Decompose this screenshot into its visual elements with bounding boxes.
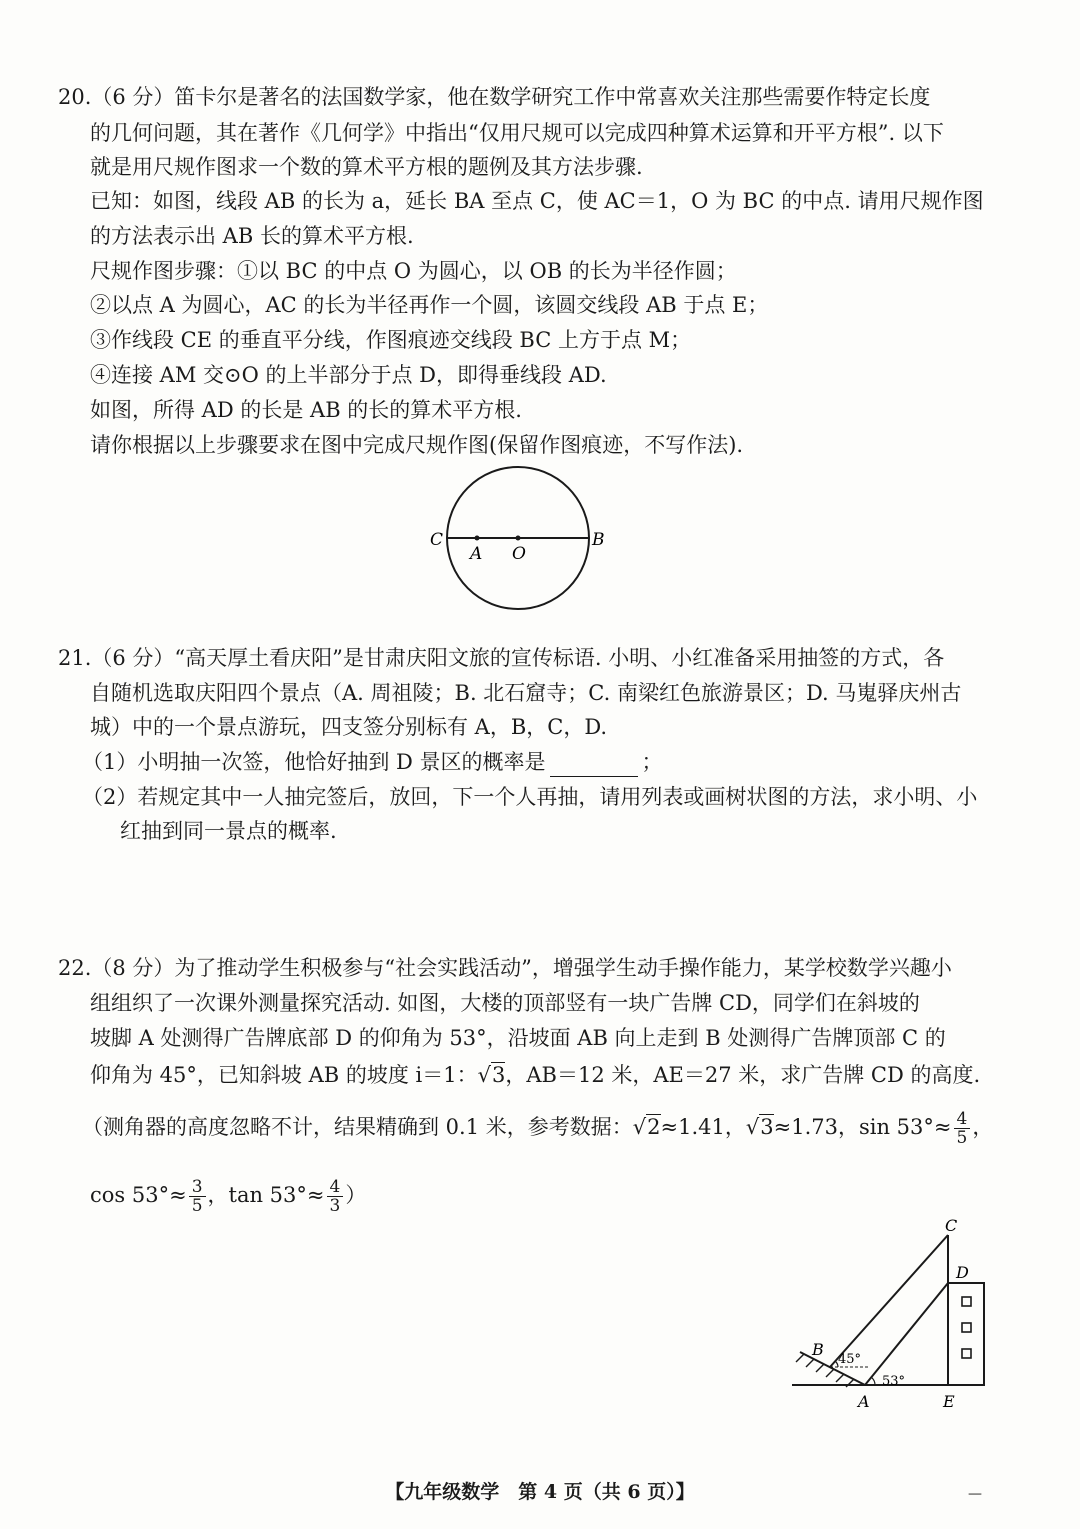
q21-line-3: 城）中的一个景点游玩，四支签分别标有 A，B，C，D. xyxy=(90,715,608,739)
window xyxy=(962,1323,971,1332)
q21-part-2-line-1: （2）若规定其中一人抽完签后，放回，下一个人再抽，请用列表或画树状图的方法，求小明、小 xyxy=(82,785,978,809)
q20-step-4: ④连接 AM 交⊙O 的上半部分于点 D，即得垂线段 AD. xyxy=(90,363,607,387)
q22-line-1: 22.（8 分）为了推动学生积极参与“社会实践活动”，增强学生动手操作能力，某学校数学兴趣小 xyxy=(58,956,952,980)
q22-tan-text: ，tan 53°≈ xyxy=(207,1183,325,1207)
fraction-sin: $\frac{4}{5}$ xyxy=(954,1110,971,1147)
fraction-tan: $\frac{4}{3}$ xyxy=(327,1178,344,1215)
q22-ref-text-b: ≈1.41， xyxy=(660,1115,746,1139)
window xyxy=(962,1349,971,1358)
label-b: B xyxy=(812,1340,824,1359)
fraction-cos: $\frac{3}{5}$ xyxy=(189,1178,206,1215)
q22-reference-line-1 xyxy=(82,1110,993,1147)
sight-line-ad xyxy=(865,1283,948,1385)
corner-mark: — xyxy=(968,1486,982,1502)
q22-line-3: 坡脚 A 处测得广告牌底部 D 的仰角为 53°，沿坡面 AB 向上走到 B 处测得广告牌顶部 C 的 xyxy=(90,1026,946,1050)
label-d: D xyxy=(956,1263,969,1282)
page-footer: 【九年级数学 第 4 页（共 6 页）】 xyxy=(385,1481,695,1503)
label-c: C xyxy=(430,530,444,550)
q20-step-intro: 尺规作图步骤：①以 BC 的中点 O 为圆心，以 OB 的长为半径作圆； xyxy=(90,259,737,283)
q20-line-2: 的几何问题，其在著作《几何学》中指出“仅用尺规可以完成四种算术运算和开平方根”. 以下 xyxy=(90,121,944,145)
q22-ref-text-a: （测角器的高度忽略不计，结果精确到 0.1 米，参考数据： xyxy=(82,1115,633,1139)
q20-circle-figure xyxy=(420,460,620,620)
q20-instruction: 请你根据以上步骤要求在图中完成尺规作图(保留作图痕迹，不写作法). xyxy=(90,433,744,457)
building xyxy=(948,1283,984,1385)
q22-ref-text-c: ≈1.73，sin 53°≈ xyxy=(773,1115,952,1139)
q21-line-1: 21.（6 分）“高天厚土看庆阳”是甘肃庆阳文旅的宣传标语. 小明、小红准备采用抽签的方式，各 xyxy=(58,646,945,670)
angle-53-arc xyxy=(871,1377,875,1385)
sqrt-2: √2 xyxy=(632,1115,661,1139)
label-a: A xyxy=(858,1392,870,1411)
sight-line-bc xyxy=(830,1235,948,1367)
label-e: E xyxy=(943,1392,955,1411)
label-o: O xyxy=(512,544,526,564)
label-c: C xyxy=(945,1216,958,1235)
q22-reference-line-2 xyxy=(90,1178,366,1215)
q21-part-1-end: ； xyxy=(641,750,663,774)
point-o-dot xyxy=(516,536,521,541)
sqrt-3: √3 xyxy=(745,1115,774,1139)
label-angle-53: 53° xyxy=(882,1374,906,1389)
q22-billboard-figure xyxy=(780,1215,1010,1415)
q21-part-1-text: （1）小明抽一次签，他恰好抽到 D 景区的概率是 xyxy=(82,750,546,774)
q21-part-2-line-2: 红抽到同一景点的概率. xyxy=(120,819,337,843)
q22-ref-text-end: ， xyxy=(972,1115,994,1139)
q22-line-4-b: ，AB＝12 米，AE＝27 米，求广告牌 CD 的高度. xyxy=(505,1063,981,1087)
q20-conclusion: 如图，所得 AD 的长是 AB 的长的算术平方根. xyxy=(90,398,522,422)
label-b: B xyxy=(592,530,605,550)
q20-line-1: 20.（6 分）笛卡尔是著名的法国数学家，他在数学研究工作中常喜欢关注那些需要作特定长度 xyxy=(58,85,931,109)
q21-part-1 xyxy=(82,747,663,777)
answer-blank[interactable] xyxy=(550,756,638,777)
q20-line-4: 已知：如图，线段 AB 的长为 a，延长 BA 至点 C，使 AC＝1，O 为 BC 的中点. 请用尺规作图 xyxy=(90,189,984,213)
q21-line-2: 自随机选取庆阳四个景点（A. 周祖陵；B. 北石窟寺；C. 南梁红色旅游景区；D. 马嵬驿庆州古 xyxy=(90,681,962,705)
q20-step-2: ②以点 A 为圆心，AC 的长为半径再作一个圆，该圆交线段 AB 于点 E； xyxy=(90,293,769,317)
q22-line-4-a: 仰角为 45°，已知斜坡 AB 的坡度 i＝1： xyxy=(90,1063,478,1087)
q22-ref-close: ） xyxy=(345,1183,367,1207)
label-a: A xyxy=(470,544,483,564)
label-angle-45: 45° xyxy=(838,1352,862,1367)
q22-line-4 xyxy=(90,1060,980,1090)
q20-line-5: 的方法表示出 AB 长的算术平方根. xyxy=(90,224,414,248)
q22-cos-text: cos 53°≈ xyxy=(90,1183,187,1207)
q20-line-3: 就是用尺规作图求一个数的算术平方根的题例及其方法步骤. xyxy=(90,155,643,179)
q22-line-2: 组组织了一次课外测量探究活动. 如图，大楼的顶部竖有一块广告牌 CD，同学们在斜坡的 xyxy=(90,991,920,1015)
point-a-dot xyxy=(475,536,480,541)
q20-step-3: ③作线段 CE 的垂直平分线，作图痕迹交线段 BC 上方于点 M； xyxy=(90,328,692,352)
window xyxy=(962,1297,971,1306)
sqrt-3-slope: √3 xyxy=(477,1063,506,1087)
